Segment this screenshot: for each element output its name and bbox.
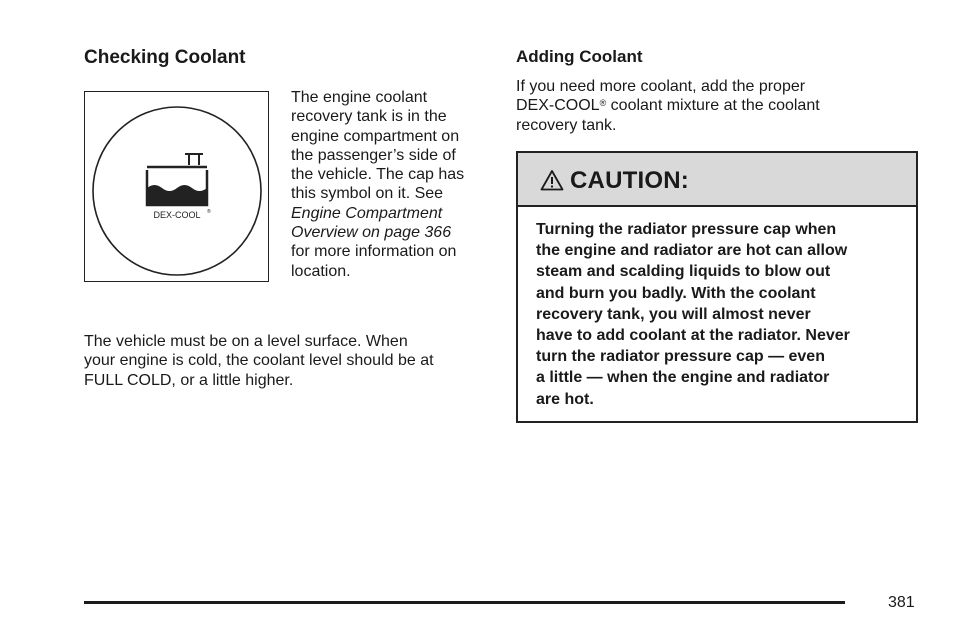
side-text-line: recovery tank is in the: [291, 108, 447, 126]
figure-side-text: [291, 88, 464, 281]
coolant-tank-icon: [85, 92, 270, 283]
caution-line: recovery tank, you will almost never: [536, 305, 811, 323]
caution-line: are hot.: [536, 390, 594, 408]
side-text-line: for more information on: [291, 243, 457, 261]
caution-line: and burn you badly. With the coolant: [536, 284, 816, 302]
caution-box: [516, 151, 918, 423]
figure-label-mark: ®: [207, 209, 211, 215]
caution-line: Turning the radiator pressure cap when: [536, 221, 837, 238]
level-surface-paragraph: [84, 332, 434, 390]
cross-reference-link[interactable]: Engine Compartment: [291, 204, 443, 222]
coolant-symbol-figure: [84, 91, 269, 282]
paragraph-line: FULL COLD, or a little higher.: [84, 371, 294, 389]
side-text-line: The engine coolant: [291, 89, 428, 106]
paragraph-line: your engine is cold, the coolant level should be at: [84, 352, 434, 370]
caution-line: turn the radiator pressure cap — even: [536, 348, 825, 366]
intro-line: [516, 96, 820, 115]
intro-line: recovery tank.: [516, 116, 617, 134]
section-heading-adding-coolant: Adding Coolant: [516, 47, 643, 66]
page-number: 381: [888, 594, 915, 611]
cross-reference-link[interactable]: Overview on page 366: [291, 224, 452, 242]
caution-header: [518, 153, 916, 207]
footer-rule: [84, 601, 845, 604]
adding-coolant-intro: [516, 77, 820, 135]
side-text-line: engine compartment on: [291, 127, 460, 145]
caution-line: the engine and radiator are hot can allow: [536, 242, 848, 260]
caution-body: [536, 219, 850, 410]
caution-line: steam and scalding liquids to blow out: [536, 263, 831, 281]
intro-line-rest: coolant mixture at the coolant: [606, 97, 820, 115]
intro-line: If you need more coolant, add the proper: [516, 78, 806, 95]
side-text-line: the passenger’s side of: [291, 146, 456, 164]
caution-line: a little — when the engine and radiator: [536, 369, 830, 387]
section-heading-checking-coolant: Checking Coolant: [84, 47, 246, 68]
registered-mark: ®: [599, 98, 607, 109]
warning-triangle-icon: [540, 169, 564, 191]
side-text-line: location.: [291, 262, 351, 280]
paragraph-line: The vehicle must be on a level surface. When: [84, 333, 408, 350]
caution-title: CAUTION:: [570, 167, 689, 194]
figure-label: DEX-COOL: [153, 210, 201, 220]
side-text-line: this symbol on it. See: [291, 185, 444, 203]
side-text-line: the vehicle. The cap has: [291, 166, 465, 184]
dex-cool-name: DEX-COOL: [516, 97, 600, 115]
caution-line: have to add coolant at the radiator. Never: [536, 327, 850, 345]
